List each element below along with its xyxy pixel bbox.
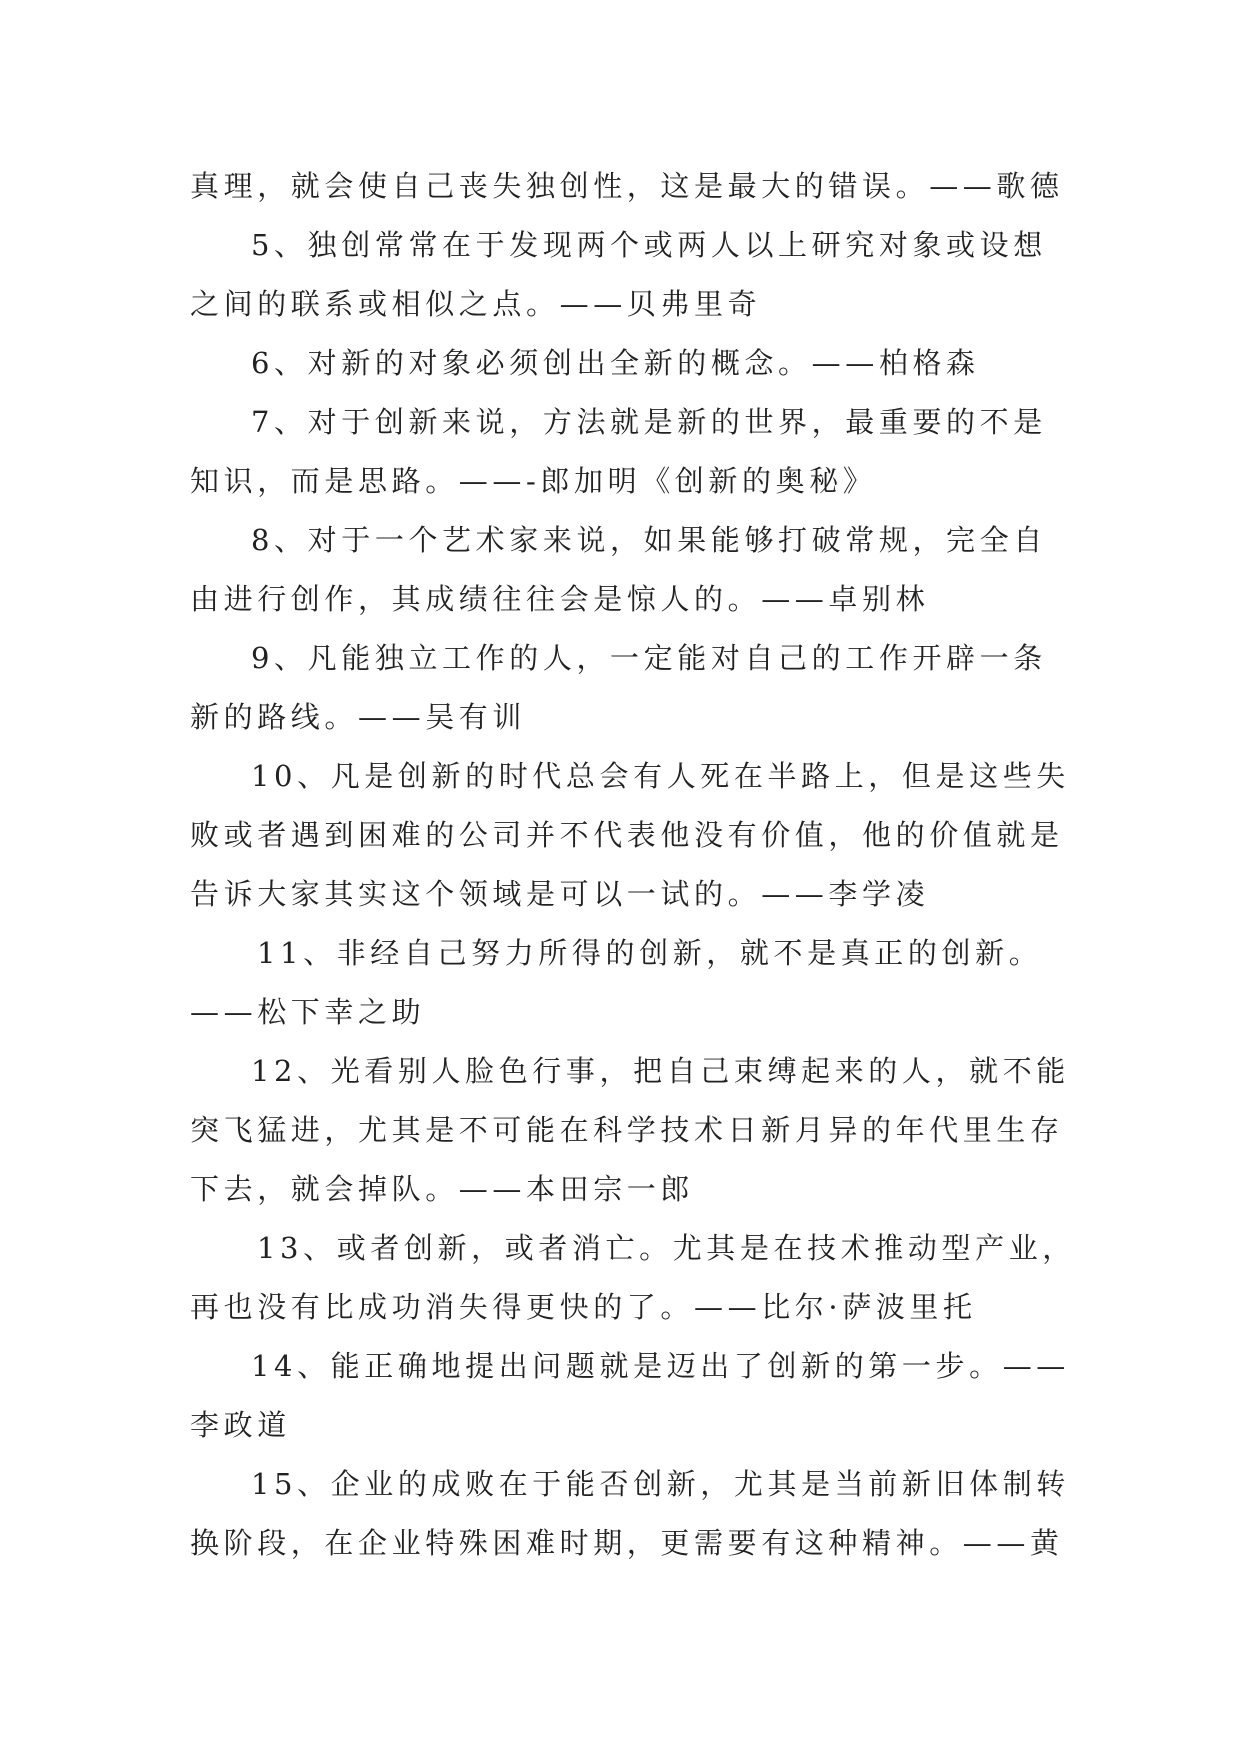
text-line: 败或者遇到困难的公司并不代表他没有价值，他的价值就是 [190,818,1064,852]
text-line: 再也没有比成功消失得更快的了。——比尔·萨波里托 [190,1290,977,1324]
quote-12-line: 12、光看别人脸色行事，把自己束缚起来的人，就不能 [251,1054,1070,1088]
text-line: 知识，而是思路。——-郎加明《创新的奥秘》 [190,464,877,498]
text-line: 真理，就会使自己丧失独创性，这是最大的错误。——歌德 [190,169,1064,203]
text-line: 换阶段，在企业特殊困难时期，更需要有这种精神。——黄 [190,1526,1064,1560]
quote-10-line: 10、凡是创新的时代总会有人死在半路上，但是这些失 [251,759,1070,793]
text-line: 由进行创作，其成绩往往会是惊人的。——卓别林 [190,582,930,616]
text-line: 告诉大家其实这个领域是可以一试的。——李学凌 [190,877,930,911]
quote-5-line: 5、独创常常在于发现两个或两人以上研究对象或设想 [251,228,1047,262]
quote-11-line: 11、非经自己努力所得的创新，就不是真正的创新。 [257,936,1043,970]
text-line: 之间的联系或相似之点。——贝弗里奇 [190,287,762,321]
quote-9-line: 9、凡能独立工作的人，一定能对自己的工作开辟一条 [251,641,1047,675]
text-line: 李政道 [190,1408,291,1442]
text-line: 新的路线。——吴有训 [190,700,527,734]
text-line: 下去，就会掉队。——本田宗一郎 [190,1172,695,1206]
quote-7-line: 7、对于创新来说，方法就是新的世界，最重要的不是 [251,405,1047,439]
quote-13-line: 13、或者创新，或者消亡。尤其是在技术推动型产业， [257,1231,1076,1265]
quote-6-line: 6、对新的对象必须创出全新的概念。——柏格森 [251,346,980,380]
quote-8-line: 8、对于一个艺术家来说，如果能够打破常规，完全自 [251,523,1047,557]
text-line: ——松下幸之助 [190,995,426,1029]
text-line: 突飞猛进，尤其是不可能在科学技术日新月异的年代里生存 [190,1113,1064,1147]
quote-15-line: 15、企业的成败在于能否创新，尤其是当前新旧体制转 [251,1467,1070,1501]
quote-14-line: 14、能正确地提出问题就是迈出了创新的第一步。—— [251,1349,1070,1383]
